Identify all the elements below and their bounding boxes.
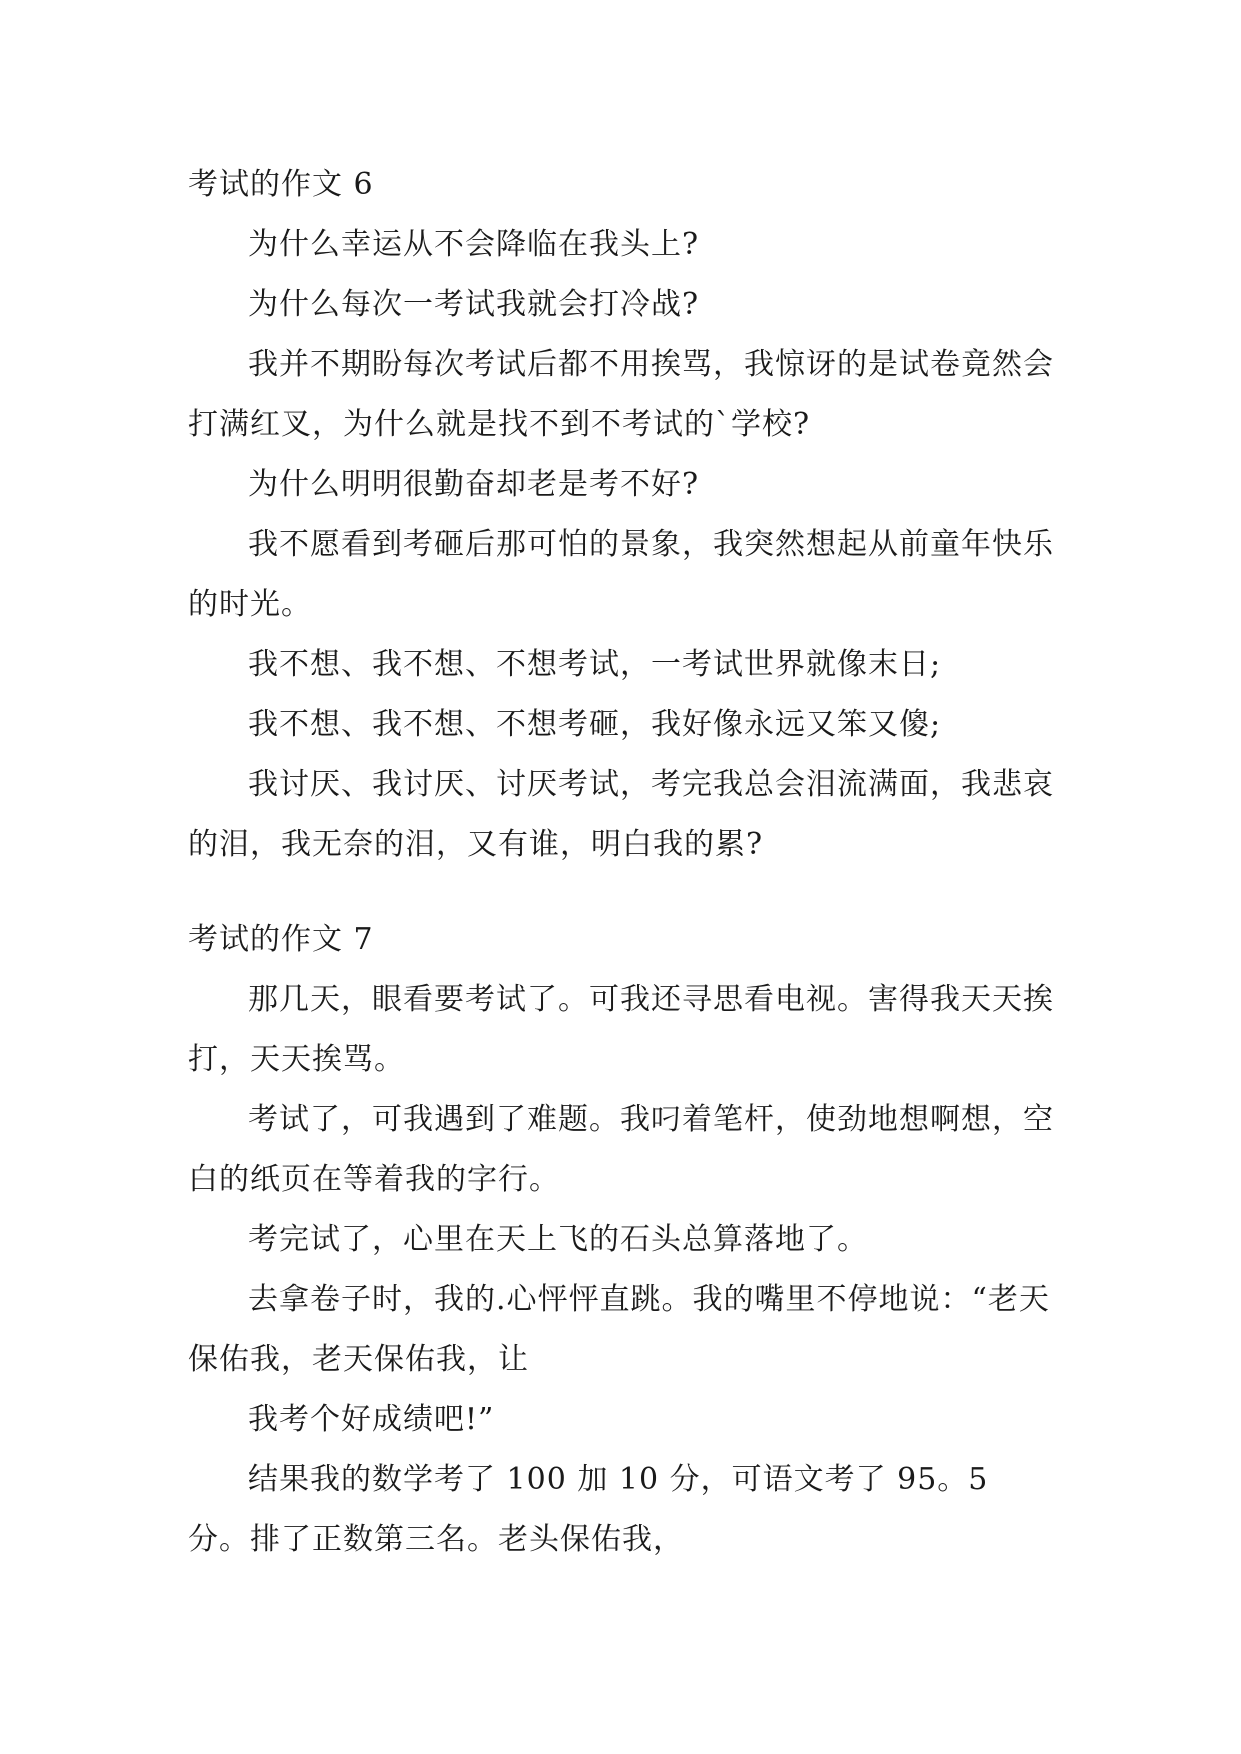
essay-6-paragraph: 我不愿看到考砸后那可怕的景象，我突然想起从前童年快乐的时光。 (188, 527, 1054, 622)
essay-6-paragraph: 为什么明明很勤奋却老是考不好? (248, 467, 700, 502)
essay-7 (188, 910, 1058, 1570)
essay-7-paragraph: 考试了，可我遇到了难题。我叼着笔杆，使劲地想啊想，空白的纸页在等着我的字行。 (188, 1102, 1054, 1197)
essay-7-paragraph: 考完试了，心里在天上飞的石头总算落地了。 (248, 1222, 868, 1257)
essay-7-paragraph: 那几天，眼看要考试了。可我还寻思看电视。害得我天天挨打，天天挨骂。 (188, 982, 1054, 1077)
essay-6-title: 考试的作文 6 (188, 167, 374, 202)
essay-6 (188, 155, 1058, 875)
essay-6-paragraph: 我讨厌、我讨厌、讨厌考试，考完我总会泪流满面，我悲哀的泪，我无奈的泪，又有谁，明白我的累? (188, 767, 1054, 862)
essay-7-paragraph: 结果我的数学考了 100 加 10 分，可语文考了 95。5 分。排了正数第三名。老头保佑我， (188, 1462, 989, 1557)
essay-6-paragraph: 我不想、我不想、不想考试，一考试世界就像末日; (248, 647, 942, 682)
essay-7-title: 考试的作文 7 (188, 922, 374, 957)
essay-6-paragraph: 为什么每次一考试我就会打冷战? (248, 287, 700, 322)
essay-7-paragraph: 去拿卷子时，我的.心怦怦直跳。我的嘴里不停地说：“老天保佑我，老天保佑我，让 (188, 1282, 1050, 1377)
essay-6-paragraph: 我不想、我不想、不想考砸，我好像永远又笨又傻; (248, 707, 942, 742)
essay-7-paragraph: 我考个好成绩吧!” (248, 1402, 495, 1437)
essay-6-paragraph: 我并不期盼每次考试后都不用挨骂，我惊讶的是试卷竟然会打满红叉，为什么就是找不到不考试的`学校? (188, 347, 1054, 442)
essay-6-paragraph: 为什么幸运从不会降临在我头上? (248, 227, 700, 262)
